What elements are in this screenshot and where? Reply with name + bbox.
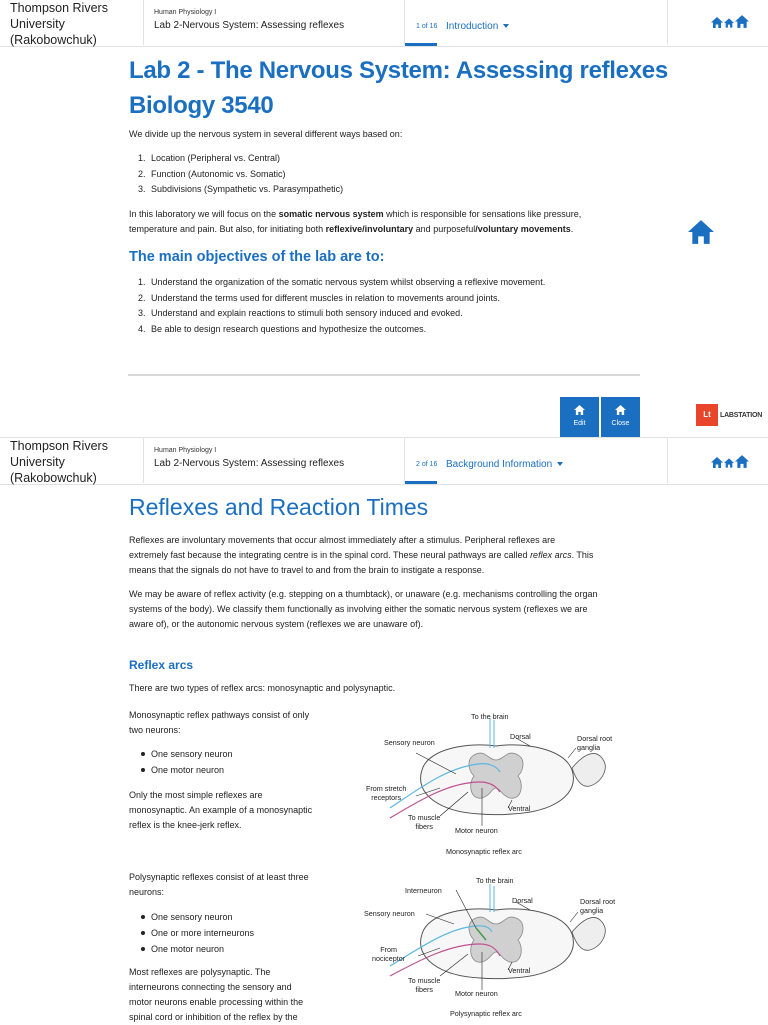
university-line-2: University [10, 455, 65, 469]
page-title: Reflexes and Reaction Times [129, 494, 429, 520]
label-line: From [380, 945, 397, 954]
text-line: means that the signals do not have to travel to and from the brain to instigate a response. [129, 565, 485, 575]
text-line: spinal cord or inhibition of the reflex by the [129, 1012, 298, 1022]
list-item [138, 275, 545, 291]
intro-text: We divide up the nervous system in several different ways based on: [129, 129, 403, 139]
section-dropdown[interactable] [446, 21, 509, 32]
label-line: nociceptor [372, 954, 406, 963]
label-muscle-fibers [408, 976, 440, 994]
university-line-1: Thompson Rivers [10, 1, 108, 15]
list-text: Understand the organization of the somatic nervous system whilst observing a reflexive movement. [151, 277, 546, 287]
text-line: Monosynaptic reflex pathways consist of only [129, 710, 310, 720]
text-line: systems of the body). We classify them functionally as involving either the somatic nervous system (reflexes we are [129, 604, 588, 614]
label-line: fibers [415, 822, 433, 831]
list-item: One motor neuron [141, 941, 254, 957]
list-text: Location (Peripheral vs. Central) [151, 153, 281, 163]
course-label: Human Physiology I [154, 447, 217, 454]
chevron-down-icon [503, 24, 509, 28]
label-line: fibers [415, 985, 433, 994]
text-line: Only the most simple reflexes are [129, 790, 263, 800]
home-icon[interactable] [688, 220, 714, 244]
label-dorsal-root-ganglia [580, 897, 615, 915]
list-item: One sensory neuron [141, 909, 254, 925]
list-text: Be able to design research questions and hypothesize the outcomes. [151, 323, 427, 334]
label-dorsal: Dorsal [510, 732, 531, 741]
bold-text: somatic nervous system [278, 209, 384, 219]
bold-text: /voluntary movements [475, 224, 571, 234]
header-bar-1 [0, 0, 768, 47]
label-line: To muscle [408, 813, 441, 822]
home-icon[interactable] [711, 457, 723, 468]
page-selector[interactable] [404, 0, 668, 45]
page-counter: 1 of 16 [416, 23, 438, 30]
list-text: Understand and explain reactions to stimuli both sensory induced and evoked. [151, 308, 463, 318]
university-name [10, 0, 108, 48]
text-line: Most reflexes are polysynaptic. The [129, 967, 271, 977]
text-line: We may be aware of reflex activity (e.g. stepping on a thumbtack), or unaware (e.g. mechanisms controlling the organ [129, 589, 598, 599]
course-title: Lab 2-Nervous System: Assessing reflexes [154, 458, 345, 469]
page-counter: 2 of 16 [416, 461, 438, 468]
list-number: 3. [138, 308, 146, 318]
close-button[interactable] [601, 397, 640, 437]
home-icon[interactable] [735, 15, 749, 28]
label-line: To muscle [408, 976, 441, 985]
home-icon[interactable] [724, 458, 734, 468]
label-line: ganglia [580, 906, 604, 915]
figure-caption: Monosynaptic reflex arc [446, 847, 522, 856]
edit-label: Edit [573, 420, 586, 427]
list-item [138, 182, 343, 198]
home-icon [574, 405, 585, 415]
types-text: There are two types of reflex arcs: monosynaptic and polysynaptic. [129, 683, 396, 693]
label-line: ganglia [577, 743, 601, 752]
label-stretch-receptors [366, 784, 406, 802]
poly-paragraph [129, 965, 303, 1025]
section-label: Introduction [446, 21, 499, 32]
active-indicator [405, 43, 437, 46]
objectives-list [138, 275, 545, 337]
figure-caption: Polysynaptic reflex arc [450, 1009, 522, 1018]
home-icon[interactable] [724, 18, 734, 28]
university-line-3: (Rakobowchuk) [10, 471, 97, 485]
section-dropdown[interactable] [446, 459, 563, 470]
list-number: 2. [138, 168, 146, 179]
text-line: Polysynaptic reflexes consist of at least three [129, 872, 309, 882]
chevron-down-icon [557, 462, 563, 466]
text: extremely fast because the integrating centre is in the spinal cord. These neural pathways are called [129, 550, 531, 560]
text-line: monosynaptic. An example of a monosynaptic [129, 805, 313, 815]
header-bar-2 [0, 437, 768, 485]
list-item [138, 167, 343, 183]
label-ventral: Ventral [508, 966, 531, 975]
label-interneuron: Interneuron [405, 886, 442, 895]
list-item [138, 151, 343, 167]
text: . This [571, 550, 594, 560]
bold-text: reflexive/involuntary [325, 224, 414, 234]
text: and purposeful [413, 224, 476, 234]
monosynaptic-diagram [350, 708, 640, 858]
poly-intro [129, 870, 309, 900]
label-sensory-neuron: Sensory neuron [364, 909, 415, 918]
list-number: 1. [138, 153, 146, 163]
reflex-arcs-heading: Reflex arcs [129, 658, 194, 672]
italic-text: reflex arcs [530, 550, 572, 560]
home-icon[interactable] [735, 455, 749, 468]
labstation-logo [696, 404, 762, 426]
list-text: Function (Autonomic vs. Somatic) [151, 168, 286, 179]
page-selector[interactable] [404, 438, 668, 483]
list-number: 4. [138, 323, 146, 334]
label-to-brain: To the brain [471, 712, 509, 721]
home-icons[interactable] [711, 15, 749, 28]
list-text: Subdivisions (Sympathetic vs. Parasympathetic) [151, 184, 344, 194]
university-name [10, 438, 108, 486]
list-item [138, 306, 545, 322]
active-indicator [405, 481, 437, 484]
label-to-brain: To the brain [476, 876, 514, 885]
label-line: From stretch [366, 784, 407, 793]
mono-intro [129, 708, 309, 738]
text: which is responsible for sensations like pressure, [383, 209, 582, 219]
course-info [143, 0, 404, 45]
label-dorsal: Dorsal [512, 896, 533, 905]
text-line: interneurons connecting the sensory and [129, 982, 292, 992]
text-line: motor neurons enable processing within the [129, 997, 304, 1007]
section-label: Background Information [446, 459, 553, 470]
logo-badge: Lt [696, 404, 718, 426]
awareness-paragraph [129, 587, 649, 632]
home-icons[interactable] [711, 455, 749, 468]
list-item: One or more interneurons [141, 925, 254, 941]
home-icon[interactable] [711, 17, 723, 28]
objectives-heading: The main objectives of the lab are to: [129, 249, 385, 265]
list-text: Understand the terms used for different muscles in relation to movements around joints. [151, 292, 501, 303]
list-item: One sensory neuron [141, 746, 233, 762]
text-line: neurons: [129, 887, 165, 897]
label-line: receptors [371, 793, 402, 802]
label-ventral: Ventral [508, 804, 531, 813]
course-title: Lab 2-Nervous System: Assessing reflexes [154, 20, 345, 31]
text-line: reflex is the knee-jerk reflex. [129, 820, 242, 830]
label-nociceptor [372, 945, 405, 963]
text-line: Reflexes are involuntary movements that occur almost immediately after a stimulus. Peripheral reflexes are [129, 535, 556, 545]
divider [128, 374, 640, 376]
page-subtitle: Biology 3540 [129, 92, 274, 119]
close-label: Close [611, 420, 630, 427]
label-muscle-fibers [408, 813, 440, 831]
list-number: 2. [138, 292, 146, 303]
course-info [143, 438, 404, 483]
home-icon [615, 405, 626, 415]
reflex-paragraph [129, 533, 649, 578]
text-line: two neurons: [129, 725, 181, 735]
focus-paragraph [129, 207, 629, 237]
list-item: One motor neuron [141, 762, 233, 778]
logo-text: LABSTATION [720, 411, 763, 419]
mono-paragraph [129, 788, 312, 833]
list-item [138, 322, 545, 338]
label-dorsal-root-ganglia [577, 734, 612, 752]
text: In this laboratory we will focus on the [129, 209, 279, 219]
list-number: 3. [138, 184, 146, 194]
label-line: Dorsal root [577, 734, 613, 743]
page-title: Lab 2 - The Nervous System: Assessing reflexes [129, 57, 668, 84]
list-item [138, 291, 545, 307]
spinal-cord-illustration [350, 708, 640, 858]
label-sensory-neuron: Sensory neuron [384, 738, 435, 747]
edit-button[interactable] [560, 397, 599, 437]
poly-neuron-list [141, 909, 254, 957]
list-number: 1. [138, 277, 146, 287]
polysynaptic-diagram [350, 872, 640, 1022]
university-line-2: University [10, 17, 65, 31]
text: . [570, 224, 574, 234]
university-line-3: (Rakobowchuk) [10, 33, 97, 47]
label-motor-neuron: Motor neuron [455, 826, 498, 835]
label-line: Dorsal root [580, 897, 616, 906]
divisions-list [138, 151, 343, 198]
text-line: aware of), or the autonomic nervous system (reflexes we are unaware of). [129, 619, 424, 629]
course-label: Human Physiology I [154, 9, 217, 16]
text: temperature and pain. But also, for initiating both [129, 224, 326, 234]
university-line-1: Thompson Rivers [10, 439, 108, 453]
mono-neuron-list [141, 746, 233, 778]
label-motor-neuron: Motor neuron [455, 989, 498, 998]
